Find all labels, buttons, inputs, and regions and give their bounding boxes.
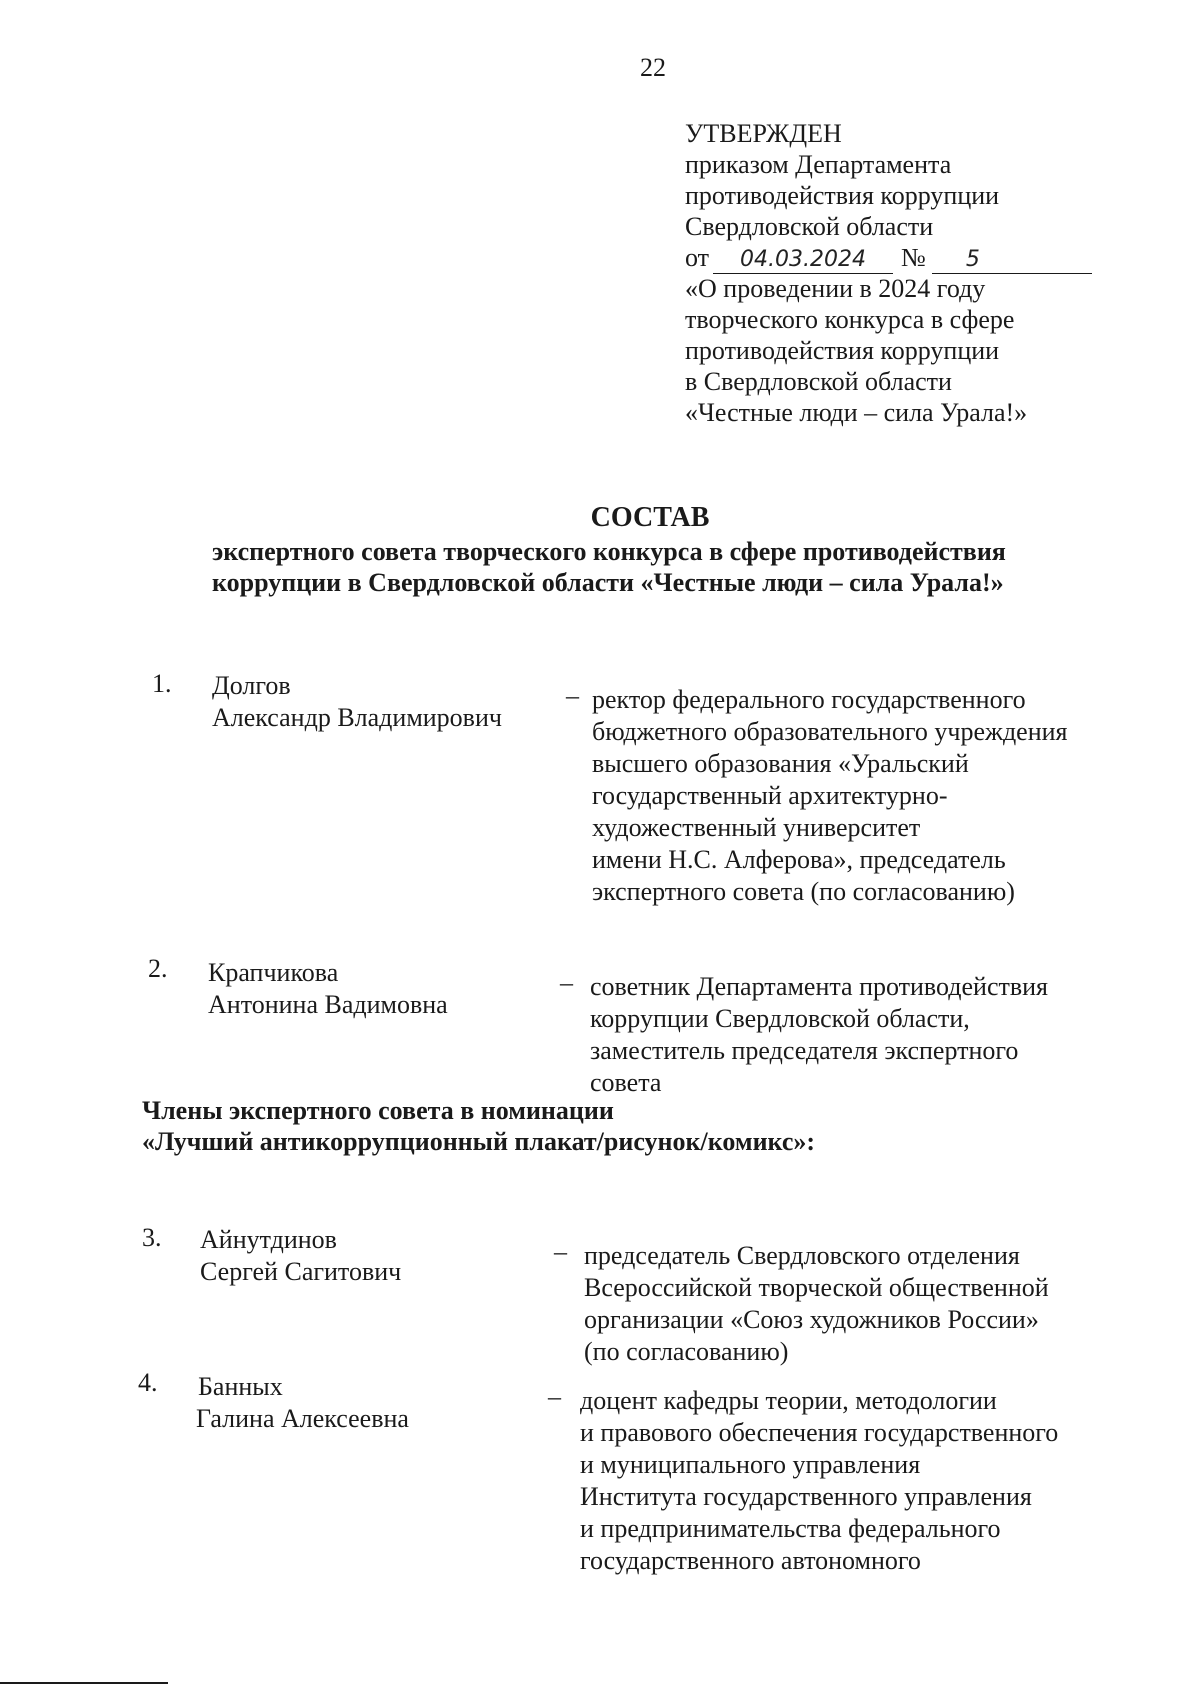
- member-description: [590, 971, 1150, 1099]
- subtitle-line: коррупции в Свердловской области «Честные люди – сила Урала!»: [212, 568, 1004, 597]
- member-given-name: Сергей Сагитович: [200, 1257, 402, 1286]
- approval-line: противодействия коррупции: [685, 181, 1000, 210]
- footer-rule: [0, 1682, 168, 1684]
- member-dash: –: [566, 681, 579, 710]
- member-surname: Банных: [198, 1372, 283, 1401]
- member-number: 4.: [138, 1368, 158, 1397]
- member-given-name: Антонина Вадимовна: [208, 990, 448, 1019]
- document-title: СОСТАВ: [590, 502, 710, 533]
- member-number: 3.: [142, 1223, 162, 1252]
- approval-line: Свердловской области: [685, 212, 934, 241]
- member-surname: Айнутдинов: [200, 1225, 337, 1254]
- order-title-line: противодействия коррупции: [685, 336, 1000, 365]
- order-title-line: «О проведении в 2024 году: [685, 274, 986, 303]
- handwritten-date: 04.03.2024: [713, 247, 893, 274]
- member-dash: –: [548, 1382, 561, 1411]
- description-line: и предпринимательства федерального: [580, 1514, 1001, 1543]
- order-title-line: «Честные люди – сила Урала!»: [685, 398, 1028, 427]
- description-line: и правового обеспечения государственного: [580, 1418, 1059, 1447]
- description-line: художественный университет: [592, 813, 921, 842]
- member-surname: Долгов: [212, 671, 291, 700]
- number-prefix: №: [901, 243, 926, 272]
- description-line: государственный архитектурно-: [592, 781, 948, 810]
- order-title-line: в Свердловской области: [685, 367, 952, 396]
- description-line: доцент кафедры теории, методологии: [580, 1386, 997, 1415]
- description-line: экспертного совета (по согласованию): [592, 877, 1015, 906]
- member-dash: –: [554, 1237, 567, 1266]
- member-number: 2.: [148, 954, 168, 983]
- order-date-number-line: [685, 242, 1105, 273]
- section-heading: [142, 1095, 1042, 1157]
- member-number: 1.: [152, 669, 172, 698]
- approval-block: [685, 118, 1105, 428]
- section-heading-line: «Лучший антикоррупционный плакат/рисунок/комикс»:: [142, 1127, 816, 1156]
- member-given-name: Александр Владимирович: [212, 703, 502, 732]
- description-line: заместитель председателя экспертного: [590, 1036, 1019, 1065]
- date-prefix: от: [685, 243, 710, 272]
- page-number: 22: [640, 53, 666, 82]
- approval-heading: УТВЕРЖДЕН: [685, 119, 842, 148]
- member-description: [580, 1385, 1140, 1577]
- subtitle-line: экспертного совета творческого конкурса в сфере противодействия: [212, 537, 1006, 566]
- description-line: бюджетного образовательного учреждения: [592, 717, 1068, 746]
- description-line: совета: [590, 1068, 662, 1097]
- approval-line: приказом Департамента: [685, 150, 952, 179]
- description-line: организации «Союз художников России»: [584, 1305, 1039, 1334]
- member-dash: –: [560, 968, 573, 997]
- description-line: (по согласованию): [584, 1337, 789, 1366]
- description-line: и муниципального управления: [580, 1450, 921, 1479]
- description-line: Института государственного управления: [580, 1482, 1032, 1511]
- description-line: ректор федерального государственного: [592, 685, 1026, 714]
- description-line: коррупции Свердловской области,: [590, 1004, 970, 1033]
- description-line: Всероссийской творческой общественной: [584, 1273, 1049, 1302]
- handwritten-number: 5: [932, 247, 1092, 274]
- document-subtitle: [212, 536, 1112, 598]
- section-heading-line: Члены экспертного совета в номинации: [142, 1096, 614, 1125]
- description-line: высшего образования «Уральский: [592, 749, 969, 778]
- description-line: председатель Свердловского отделения: [584, 1241, 1020, 1270]
- order-title-line: творческого конкурса в сфере: [685, 305, 1015, 334]
- member-surname: Крапчикова: [208, 958, 339, 987]
- member-description: [584, 1240, 1144, 1368]
- description-line: имени Н.С. Алферова», председатель: [592, 845, 1006, 874]
- member-description: [592, 684, 1152, 908]
- description-line: советник Департамента противодействия: [590, 972, 1049, 1001]
- member-given-name: Галина Алексеевна: [196, 1404, 409, 1433]
- description-line: государственного автономного: [580, 1546, 921, 1575]
